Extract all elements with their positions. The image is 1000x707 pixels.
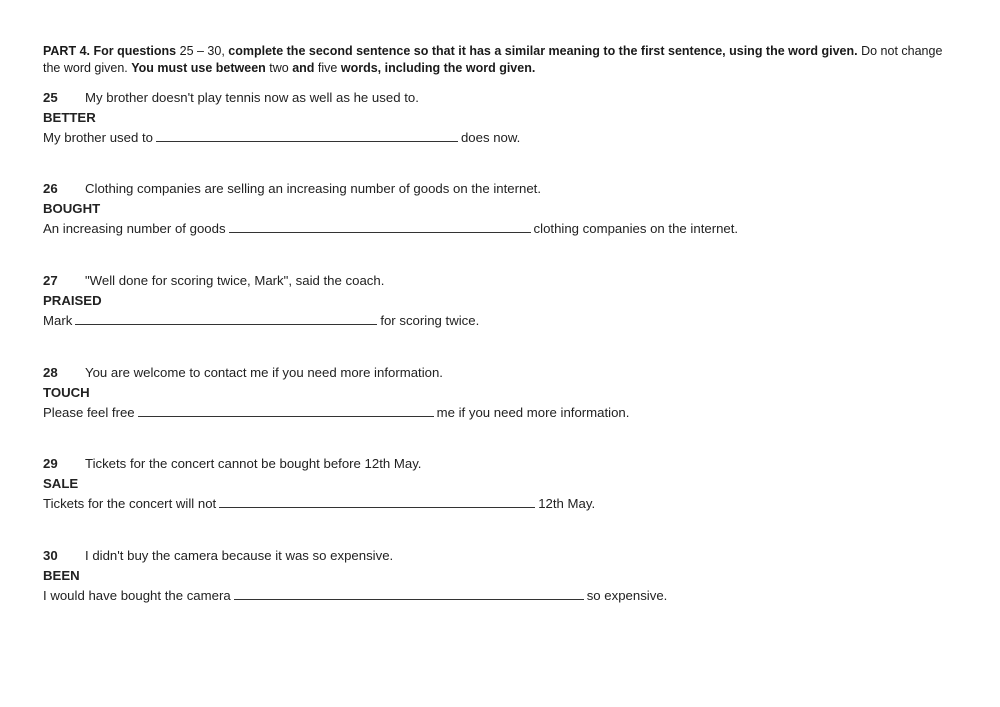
answer-suffix: clothing companies on the internet. (533, 221, 739, 236)
question-sentence: My brother doesn't play tennis now as well as he used to. (85, 90, 419, 105)
answer-prefix: My brother used to (43, 130, 153, 145)
part-label: PART 4. (43, 44, 90, 58)
answer-prefix: I would have bought the camera (43, 588, 231, 603)
keyword: PRAISED (43, 293, 102, 308)
keyword: SALE (43, 476, 79, 491)
question-25 (43, 88, 943, 148)
instr-text-4: You must use between (131, 61, 266, 75)
answer-blank[interactable] (75, 311, 377, 325)
question-sentence: "Well done for scoring twice, Mark", said the coach. (85, 273, 385, 288)
question-number: 27 (43, 273, 58, 288)
question-28 (43, 363, 943, 423)
answer-blank[interactable] (234, 586, 584, 600)
question-number: 29 (43, 456, 58, 471)
answer-suffix: does now. (460, 130, 521, 145)
answer-prefix: Tickets for the concert will not (43, 496, 217, 511)
keyword: TOUCH (43, 385, 90, 400)
keyword: BETTER (43, 110, 96, 125)
answer-blank[interactable] (156, 128, 458, 142)
keyword: BEEN (43, 568, 80, 583)
answer-suffix: me if you need more information. (436, 405, 630, 420)
answer-prefix: Please feel free (43, 405, 135, 420)
answer-prefix: Mark (43, 313, 73, 328)
question-29 (43, 454, 943, 514)
instr-text-3: Do not change the word given. (43, 44, 943, 75)
question-number: 30 (43, 548, 58, 563)
instructions (43, 43, 953, 77)
answer-blank[interactable] (219, 494, 535, 508)
instr-text-5: words, including the word given. (340, 61, 536, 75)
instr-and: and (292, 61, 315, 75)
question-number: 28 (43, 365, 58, 380)
instr-text-1: For questions (93, 44, 177, 58)
question-26 (43, 179, 943, 239)
keyword: BOUGHT (43, 201, 101, 216)
answer-suffix: for scoring twice. (380, 313, 480, 328)
question-number: 26 (43, 181, 58, 196)
instr-five: five (317, 61, 338, 75)
answer-blank[interactable] (138, 403, 434, 417)
question-sentence: Tickets for the concert cannot be bought before 12th May. (85, 456, 422, 471)
question-sentence: Clothing companies are selling an increasing number of goods on the internet. (85, 181, 541, 196)
answer-suffix: 12th May. (538, 496, 596, 511)
question-27 (43, 271, 943, 331)
instr-text-2: complete the second sentence so that it has a similar meaning to the first sentence, using the word given. (228, 44, 858, 58)
answer-blank[interactable] (229, 219, 531, 233)
question-range: 25 – 30, (179, 44, 225, 58)
instr-two: two (269, 61, 289, 75)
question-30 (43, 546, 943, 606)
answer-prefix: An increasing number of goods (43, 221, 226, 236)
question-sentence: You are welcome to contact me if you need more information. (85, 365, 443, 380)
answer-suffix: so expensive. (586, 588, 668, 603)
question-sentence: I didn't buy the camera because it was so expensive. (85, 548, 394, 563)
question-number: 25 (43, 90, 58, 105)
